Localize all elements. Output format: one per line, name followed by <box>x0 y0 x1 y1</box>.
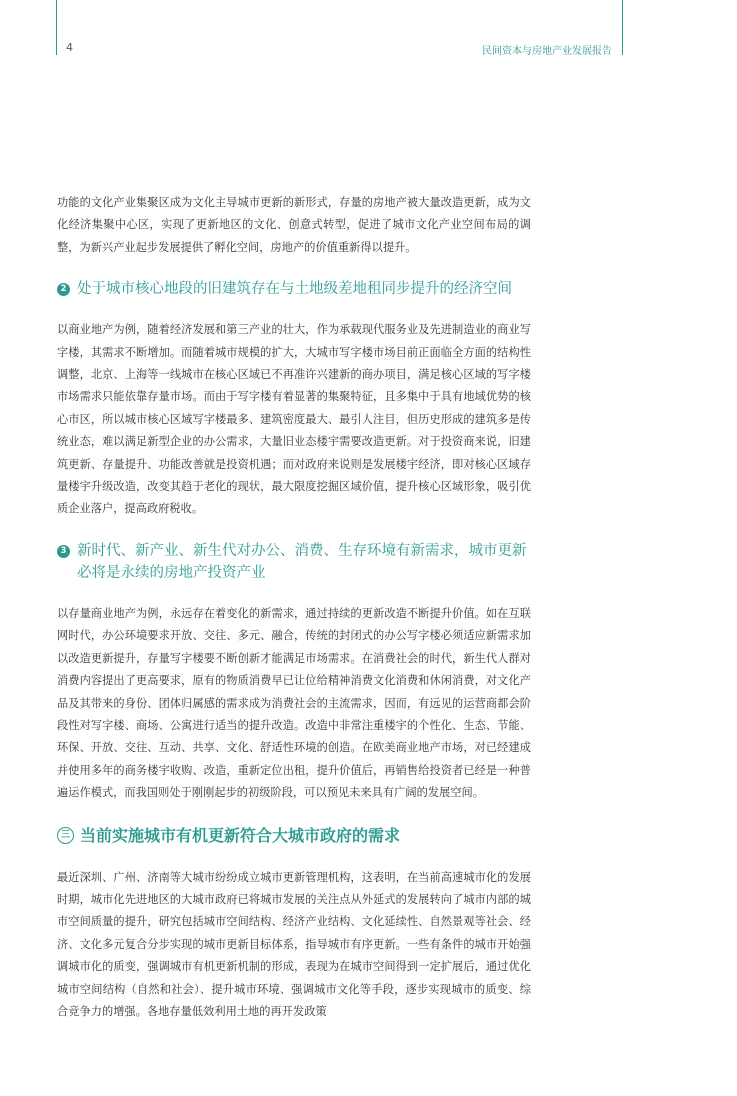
intro-paragraph: 功能的文化产业集聚区成为文化主导城市更新的新形式，存量的房地产被大量改造更新，成为文化经济集聚中心区，实现了更新地区的文化、创意式转型，促进了城市文化产业空间布局的调整，为新兴产业起步发展提供了孵化空间，房地产的价值重新得以提升。 <box>57 196 531 254</box>
section-2-paragraph: 以商业地产为例，随着经济发展和第三产业的壮大，作为承载现代服务业及先进制造业的商业写字楼，其需求不断增加。而随着城市规模的扩大，大城市写字楼市场目前正面临全方面的结构性调整，北京、上海等一线城市在核心区域已不再准许兴建新的商办项目，满足核心区域的写字楼市场需求只能依靠存量市场。而由于写字楼有着显著的集聚特征，且多集中于具有地域优势的核心市区，所以城市核心区域写字楼最多、建筑密度最大、最引人注目，但历史形成的建筑多是传统业态，难以满足新型企业的办公需求，大量旧业态楼宇需要改造更新。对于投资商来说，旧建筑更新、存量提升、功能改善就是投资机遇；而对政府来说则是发展楼宇经济，即对核心区域存量楼宇升级改造，改变其趋于老化的现状，最大限度挖掘区域价值，提升核心区域形象，吸引优质企业落户，提高政府税收。 <box>57 323 531 516</box>
main-section-3-title: 当前实施城市有机更新符合大城市政府的需求 <box>80 825 401 845</box>
section-number-badge: 2 <box>57 283 70 296</box>
section-3-paragraph: 以存量商业地产为例，永远存在着变化的新需求，通过持续的更新改造不断提升价值。如在互联网时代，办公环境要求开放、交往、多元、融合，传统的封闭式的办公写字楼必须适应新需求加以改造更新提升，存量写字楼要不断创新才能满足市场需求。在消费社会的时代，新生代人群对消费内容提出了更高要求，原有的物质消费早已让位给精神消费文化消费和休闲消费，对文化产品及其带来的身份、团体归属感的需求成为消费社会的主流需求，因而，有远见的运营商都会阶段性对写字楼、商场、公寓进行适当的提升改造。改造中非常注重楼宇的个性化、生态、节能、环保、开放、交往、互动、共享、文化、舒适性环境的创造。在欧美商业地产市场，对已经建成并使用多年的商务楼宇收购、改造，重新定位出租，提升价值后，再销售给投资者已经是一种普遍运作模式，而我国则处于刚刚起步的初级阶段，可以预见未来具有广阔的发展空间。 <box>57 606 531 800</box>
header-rule-right <box>622 0 623 55</box>
main-section-3-heading <box>57 824 531 848</box>
section-2-title: 处于城市核心地段的旧建筑存在与土地级差地租同步提升的经济空间 <box>77 281 512 298</box>
section-number-ring: 三 <box>57 827 74 844</box>
section-2-heading <box>57 278 531 300</box>
main-content <box>57 192 531 1023</box>
page-number: 4 <box>66 41 73 54</box>
section-3-title: 新时代、新产业、新生代对办公、消费、生存环境有新需求，城市更新必将是永续的房地产投资产业 <box>77 542 527 581</box>
main-section-3-paragraph: 最近深圳、广州、济南等大城市纷纷成立城市更新管理机构，这表明，在当前高速城市化的发展时期，城市化先进地区的大城市政府已将城市发展的关注点从外延式的发展转向了城市内部的城市空间质量的提升，研究包括城市空间结构、经济产业结构、文化延续性、自然景观等社会、经济、文化多元复合分步实现的城市更新目标体系，指导城市有序更新。一些有条件的城市开始强调城市化的质变，强调城市有机更新机制的形成，表现为在城市空间得到一定扩展后，通过优化城市空间结构（自然和社会）、提升城市环境、强调城市文化等手段，逐步实现城市的质变、综合竞争力的增强。各地存量低效利用土地的再开发政策 <box>57 870 531 1018</box>
section-3-heading <box>57 540 531 584</box>
header-rule-left <box>56 0 57 55</box>
running-title: 民间资本与房地产业发展报告 <box>482 46 612 57</box>
section-number-badge: 3 <box>57 545 70 558</box>
